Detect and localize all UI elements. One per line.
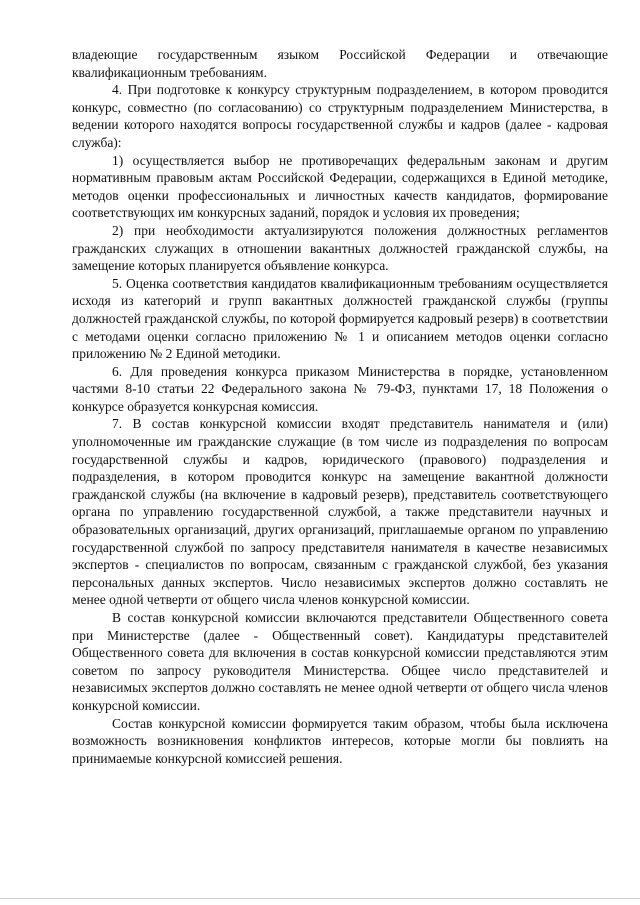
paragraph-item-4: 4. При подготовке к конкурсу структурным подразделением, в котором проводится конкурс, совместно (по согласованию) со структурным подразделением Министерства, в ведении которого находятся вопросы государственной службы и кадров (далее - кадровая служба): bbox=[72, 82, 608, 150]
scan-edge-line bbox=[0, 898, 640, 899]
paragraph-continuation: владеющие государственным языком Российской Федерации и отвечающие квалификационным требованиям. bbox=[72, 47, 608, 80]
paragraph-item-6: 6. Для проведения конкурса приказом Министерства в порядке, установленном частями 8-10 статьи 22 Федерального закона № 79-ФЗ, пунктами 17, 18 Положения о конкурсе образуется конкурсная комиссия. bbox=[72, 363, 608, 414]
paragraph-conflict-of-interest: Состав конкурсной комиссии формируется таким образом, чтобы была исключена возможность возникновения конфликтов интересов, которые могли бы повлиять на принимаемые конкурсной комиссией решения. bbox=[72, 715, 608, 766]
paragraph-item-5: 5. Оценка соответствия кандидатов квалификационным требованиям осуществляется исходя из категорий и групп вакантных должностей гражданской службы (группы должностей гражданской службы, по которой формируется кадровый резерв) в соответствии с методами оценки согласно приложению № 1 и описанием методов оценки согласно приложению № 2 Единой методики. bbox=[72, 275, 608, 362]
paragraph-subitem-1: 1) осуществляется выбор не противоречащих федеральным законам и другим нормативным правовым актам Российской Федерации, содержащихся в Единой методике, методов оценки профессиональных и личностных качеств кандидатов, формирование соответствующих им конкурсных заданий, порядок и условия их проведения; bbox=[72, 152, 608, 221]
document-page bbox=[72, 46, 608, 767]
paragraph-item-7: 7. В состав конкурсной комиссии входят представитель нанимателя и (или) уполномоченные им гражданские служащие (в том числе из подразделения по вопросам государственной службы и кадров, юридического (правового) подразделения и подразделения, в котором проводится конкурс на замещение вакантной должности гражданской службы (на включение в кадровый резерв), представитель соответствующего органа по управлению государственной службой, а также представители научных и образовательных организаций, других организаций, приглашаемые органом по управлению государственной службой по запросу представителя нанимателя в качестве независимых экспертов - специалистов по вопросам, связанным с гражданской службой, без указания персональных данных экспертов. Число независимых экспертов должно составлять не менее одной четверти от общего числа членов конкурсной комиссии. bbox=[72, 416, 608, 608]
paragraph-public-council: В состав конкурсной комиссии включаются представители Общественного совета при Министерстве (далее - Общественный совет). Кандидатуры представителей Общественного совета для включения в состав конкурсной комиссии представляются этим советом по запросу руководителя Министерства. Общее число представителей и независимых экспертов должно составлять не менее одной четверти от общего числа членов конкурсной комиссии. bbox=[72, 610, 608, 713]
paragraph-subitem-2: 2) при необходимости актуализируются положения должностных регламентов гражданских служащих в отношении вакантных должностей гражданской службы, на замещение которых планируется объявление конкурса. bbox=[72, 222, 608, 274]
